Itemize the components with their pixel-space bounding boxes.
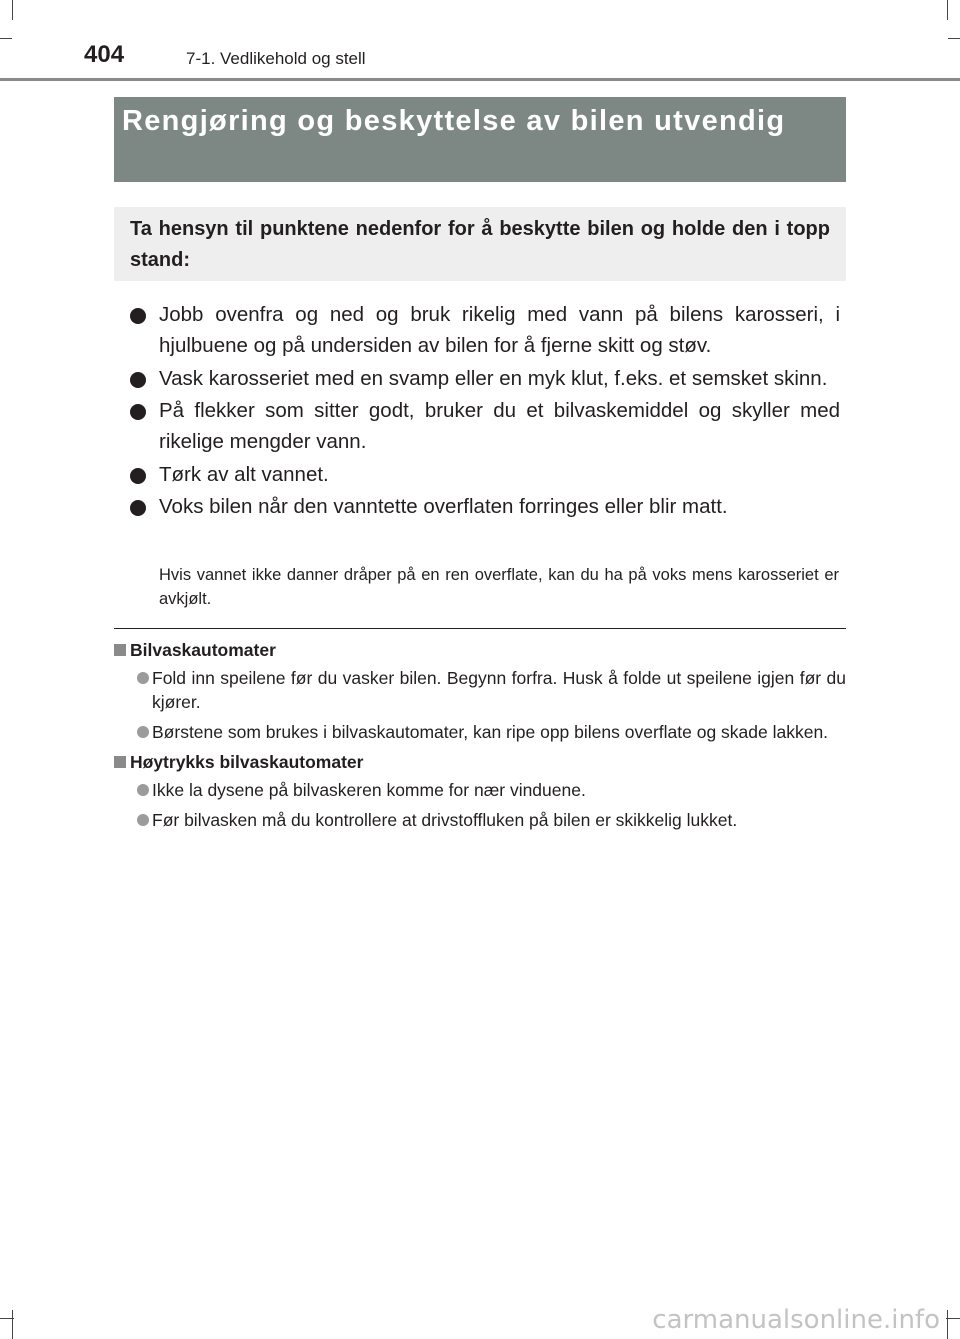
crop-mark <box>947 1310 948 1339</box>
crop-mark <box>948 38 960 39</box>
list-item-text: På flekker som sitter godt, bruker du et bilvaskemiddel og skyller med rikelige mengder vann. <box>159 399 840 453</box>
section-divider <box>114 628 846 629</box>
list-item-text: Vask karosseriet med en svamp eller en myk klut, f.eks. et semsket skinn. <box>159 366 828 390</box>
title-bar <box>114 97 846 182</box>
bullet-icon <box>130 372 146 388</box>
crop-mark <box>0 38 12 39</box>
list-item-text: Voks bilen når den vanntette overflaten forringes eller blir matt. <box>159 495 728 518</box>
notes-section <box>114 638 846 838</box>
bullet-icon <box>130 500 146 516</box>
page-title: Rengjøring og beskyttelse av bilen utvendig <box>122 105 786 137</box>
bullet-icon <box>137 672 149 684</box>
sub-list-item-text: Ikke la dysene på bilvaskeren komme for nær vinduene. <box>152 780 586 800</box>
sub-list-item-text: Før bilvasken må du kontrollere at drivstoffluken på bilen er skikkelig lukket. <box>152 810 738 830</box>
page-number: 404 <box>84 41 125 68</box>
crop-mark <box>947 0 948 20</box>
bullet-icon <box>130 468 146 484</box>
list-item-text: Jobb ovenfra og ned og bruk rikelig med vann på bilens karosseri, i hjulbuene og på undersiden av bilen for å fjerne skitt og støv. <box>159 303 840 357</box>
note-text: Hvis vannet ikke danner dråper på en ren overflate, kan du ha på voks mens karosseriet er avkjølt. <box>159 566 839 608</box>
list-item-text: Tørk av alt vannet. <box>159 462 329 486</box>
bullet-icon <box>137 784 149 796</box>
bullet-icon <box>130 308 146 324</box>
sub-heading <box>114 750 846 775</box>
square-bullet-icon <box>114 644 126 656</box>
sub-list-item-text: Fold inn speilene før du vasker bilen. Begynn forfra. Husk å folde ut speilene igjen før du kjører. <box>152 668 846 712</box>
list-item <box>130 395 840 457</box>
sub-heading-text: Bilvaskautomater <box>130 640 276 660</box>
sub-list-item <box>114 808 846 832</box>
intro-box <box>114 207 846 281</box>
sub-heading <box>114 638 846 663</box>
crop-mark <box>946 1318 960 1319</box>
square-bullet-icon <box>114 756 126 768</box>
sub-list-item <box>114 666 846 714</box>
list-item <box>130 459 840 490</box>
watermark: carmanualsonline.info <box>652 1305 940 1335</box>
intro-text: Ta hensyn til punktene nedenfor for å beskytte bilen og holde den i topp stand: <box>130 218 830 271</box>
section-label: 7-1. Vedlikehold og stell <box>186 49 366 68</box>
bullet-icon <box>137 726 149 738</box>
crop-mark <box>12 1310 13 1339</box>
bullet-list <box>130 299 840 524</box>
sub-list-item <box>114 778 846 802</box>
list-item <box>130 299 840 361</box>
list-item <box>130 491 840 522</box>
sub-heading-text: Høytrykks bilvaskautomater <box>130 752 364 772</box>
list-item <box>130 363 840 394</box>
crop-mark <box>12 0 13 20</box>
sub-list-item-text: Børstene som brukes i bilvaskautomater, kan ripe opp bilens overflate og skade lakken. <box>152 722 829 742</box>
bullet-icon <box>130 404 146 420</box>
bullet-icon <box>137 814 149 826</box>
crop-mark <box>0 1318 14 1319</box>
sub-list-item <box>114 720 846 744</box>
header-rule <box>0 78 960 81</box>
